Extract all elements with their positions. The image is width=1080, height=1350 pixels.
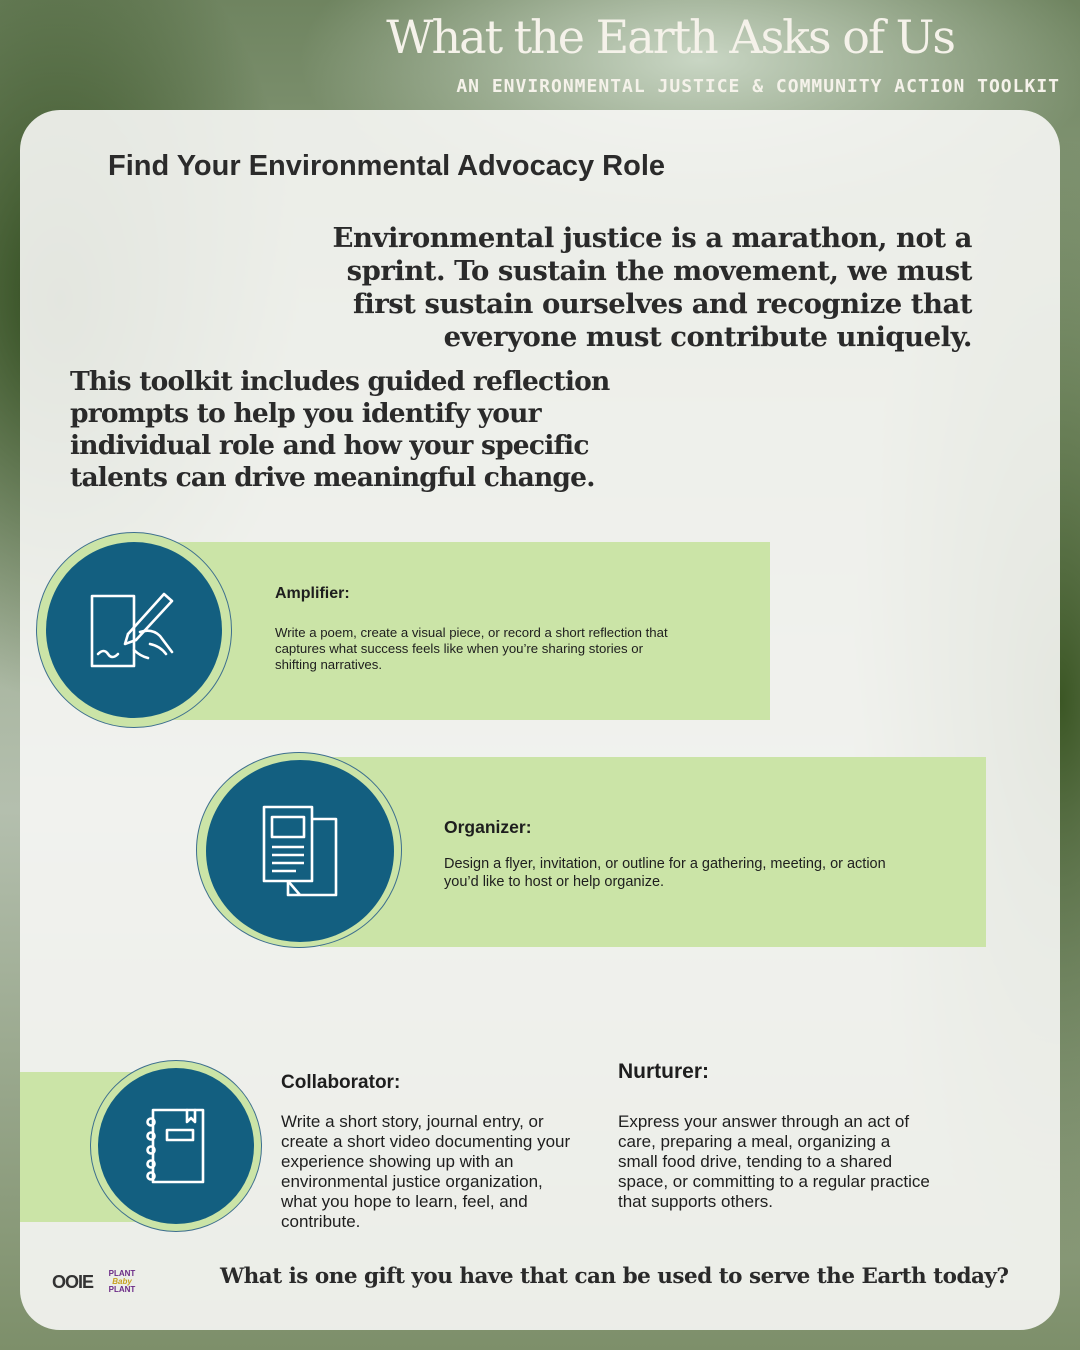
nurturer-title: Nurturer: bbox=[618, 1060, 710, 1083]
collaborator-description: Write a short story, journal entry, or create a short video documenting your experience showing up with an environmental justice organization, what you hope to learn, feel, and contribute. bbox=[281, 1112, 571, 1231]
content-card bbox=[20, 110, 1060, 1330]
toolkit-subtitle: AN ENVIRONMENTAL JUSTICE & COMMUNITY ACTION TOOLKIT bbox=[456, 76, 1060, 97]
toolkit-title: What the Earth Asks of Us bbox=[386, 10, 954, 64]
nurturer-description: Express your answer through an act of care, preparing a meal, organizing a small food drive, tending to a shared space, or committing to a regular practice that supports others. bbox=[618, 1112, 930, 1211]
collaborator-circle bbox=[98, 1068, 254, 1224]
logo-line-2: Baby bbox=[112, 1277, 132, 1286]
logo-line-1: PLANT bbox=[108, 1269, 136, 1278]
organizer-band bbox=[320, 757, 986, 947]
reflection-question: What is one gift you have that can be used to serve the Earth today? bbox=[220, 1264, 1009, 1289]
logo-line-3: PLANT bbox=[108, 1285, 136, 1294]
amplifier-description: Write a poem, create a visual piece, or record a short reflection that captures what success feels like when you’re sharing stories or shifting narratives. bbox=[275, 625, 668, 672]
lead-paragraph: Environmental justice is a marathon, not a sprint. To sustain the movement, we must first sustain ourselves and recognize that everyone must contribute uniquely. bbox=[332, 222, 972, 353]
amplifier-circle bbox=[46, 542, 222, 718]
ooie-logo: OOIE bbox=[52, 1272, 94, 1292]
organizer-description: Design a flyer, invitation, or outline for a gathering, meeting, or action you’d like to host or help organize. bbox=[444, 856, 886, 890]
collaborator-title: Collaborator: bbox=[281, 1072, 401, 1093]
amplifier-title: Amplifier: bbox=[275, 585, 350, 602]
plant-baby-plant-logo bbox=[102, 1270, 142, 1294]
intro-paragraph: This toolkit includes guided reflection prompts to help you identify your individual role and how your specific talents can drive meaningful change. bbox=[70, 366, 610, 493]
page-title: Find Your Environmental Advocacy Role bbox=[108, 150, 666, 182]
organizer-title: Organizer: bbox=[444, 817, 532, 837]
organizer-circle bbox=[206, 760, 394, 942]
